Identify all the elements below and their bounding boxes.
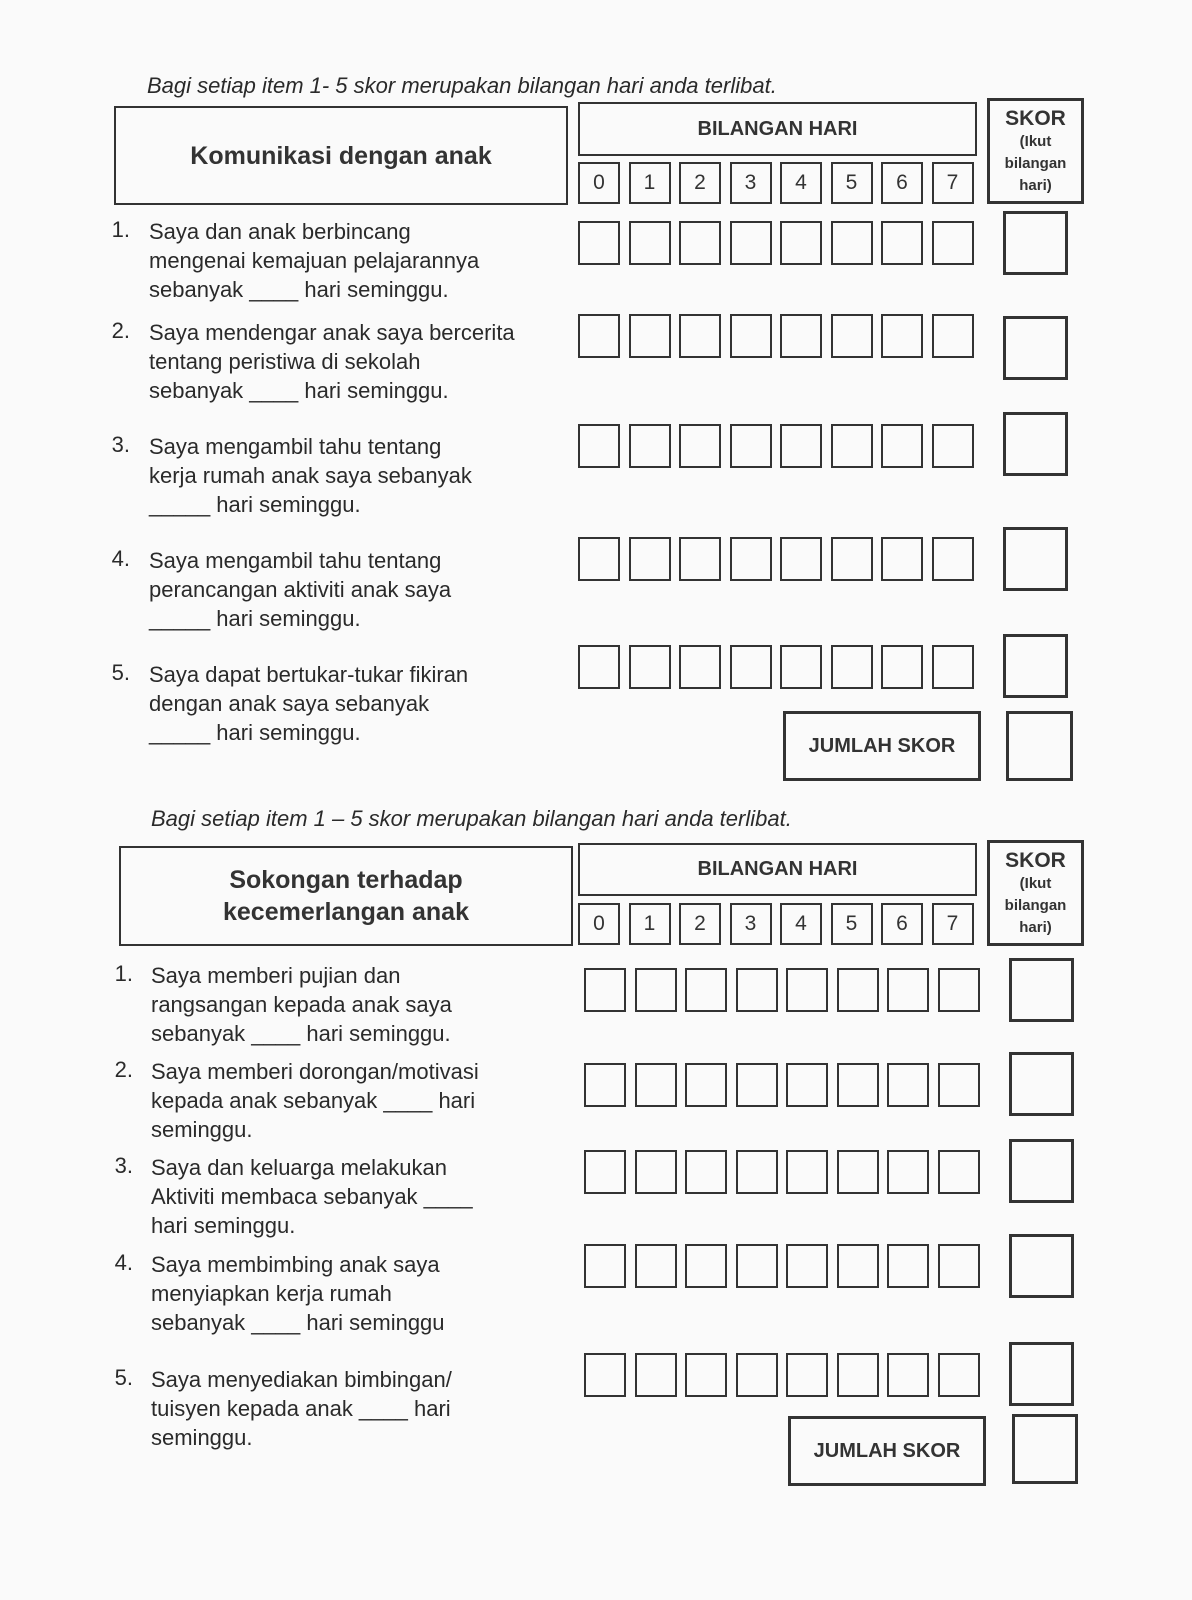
jumlah-skor-label: JUMLAH SKOR bbox=[783, 711, 981, 781]
day-checkbox-5[interactable] bbox=[837, 1244, 879, 1288]
day-checkbox-1[interactable] bbox=[635, 1063, 677, 1107]
item-question-line: kerja rumah anak saya sebanyak bbox=[149, 463, 472, 488]
day-header-1: 1 bbox=[629, 162, 671, 204]
day-checkbox-1[interactable] bbox=[635, 1150, 677, 1194]
section-title-line: Sokongan terhadap bbox=[229, 866, 463, 894]
section-title-line: Komunikasi dengan anak bbox=[190, 141, 492, 170]
day-header-3: 3 bbox=[730, 162, 772, 204]
item-question-line: tentang peristiwa di sekolah bbox=[149, 349, 421, 374]
day-checkbox-4[interactable] bbox=[780, 221, 822, 265]
day-header-4: 4 bbox=[780, 162, 822, 204]
day-checkbox-6[interactable] bbox=[881, 424, 923, 468]
item-question-text bbox=[151, 1365, 452, 1452]
day-header-5: 5 bbox=[831, 903, 873, 945]
day-checkbox-5[interactable] bbox=[831, 314, 873, 358]
day-checkbox-4[interactable] bbox=[780, 424, 822, 468]
day-checkbox-7[interactable] bbox=[938, 1244, 980, 1288]
section-title-box bbox=[119, 846, 573, 946]
skor-input-box[interactable] bbox=[1003, 211, 1068, 275]
item-question-line: sebanyak ____ hari seminggu. bbox=[151, 1021, 451, 1046]
day-header-0: 0 bbox=[578, 162, 620, 204]
day-checkbox-3[interactable] bbox=[736, 1063, 778, 1107]
day-checkbox-3[interactable] bbox=[730, 221, 772, 265]
item-question-line: Saya memberi pujian dan bbox=[151, 963, 401, 988]
item-question-line: dengan anak saya sebanyak bbox=[149, 691, 430, 716]
day-checkbox-0[interactable] bbox=[584, 1353, 626, 1397]
item-question-line: Saya membimbing anak saya bbox=[151, 1252, 440, 1277]
item-question-line: tuisyen kepada anak ____ hari bbox=[151, 1396, 451, 1421]
skor-subtitle-line: (Ikut bbox=[1019, 875, 1052, 892]
item-question-text bbox=[151, 1057, 479, 1144]
day-checkbox-3[interactable] bbox=[736, 1244, 778, 1288]
day-checkbox-6[interactable] bbox=[881, 537, 923, 581]
item-number: 5. bbox=[111, 660, 130, 685]
day-checkbox-2[interactable] bbox=[679, 645, 721, 689]
skor-subtitle-line: bilangan bbox=[1004, 155, 1067, 172]
item-question-line: kepada anak sebanyak ____ hari bbox=[151, 1088, 476, 1113]
item-question-line: menyiapkan kerja rumah bbox=[151, 1281, 392, 1306]
skor-subtitle-line: hari) bbox=[1019, 919, 1052, 936]
item-question-line: perancangan aktiviti anak saya bbox=[149, 577, 452, 602]
skor-header bbox=[987, 98, 1084, 204]
item-number: 3. bbox=[114, 1153, 133, 1178]
day-checkbox-2[interactable] bbox=[685, 1353, 727, 1397]
day-checkbox-4[interactable] bbox=[780, 645, 822, 689]
day-checkbox-6[interactable] bbox=[881, 645, 923, 689]
day-header-5: 5 bbox=[831, 162, 873, 204]
item-question-text bbox=[149, 660, 468, 747]
day-checkbox-5[interactable] bbox=[837, 1063, 879, 1107]
day-checkbox-7[interactable] bbox=[932, 424, 974, 468]
skor-input-box[interactable] bbox=[1009, 1139, 1074, 1203]
item-question-line: Saya mendengar anak saya bercerita bbox=[149, 320, 515, 345]
day-header-7: 7 bbox=[932, 903, 974, 945]
day-checkbox-6[interactable] bbox=[887, 968, 929, 1012]
item-question-text bbox=[151, 1250, 445, 1337]
day-checkbox-5[interactable] bbox=[837, 968, 879, 1012]
item-number: 1. bbox=[114, 961, 133, 986]
day-checkbox-6[interactable] bbox=[887, 1150, 929, 1194]
day-checkbox-4[interactable] bbox=[780, 537, 822, 581]
instruction-text: Bagi setiap item 1- 5 skor merupakan bilangan hari anda terlibat. bbox=[147, 73, 777, 98]
day-checkbox-2[interactable] bbox=[679, 314, 721, 358]
item-question-line: Saya mengambil tahu tentang bbox=[149, 434, 442, 459]
day-checkbox-3[interactable] bbox=[730, 314, 772, 358]
item-question-text bbox=[149, 318, 515, 405]
item-question-line: sebanyak ____ hari seminggu. bbox=[149, 277, 449, 302]
day-checkbox-6[interactable] bbox=[887, 1063, 929, 1107]
item-question-line: mengenai kemajuan pelajarannya bbox=[149, 248, 480, 273]
day-header-3: 3 bbox=[730, 903, 772, 945]
skor-input-box[interactable] bbox=[1003, 316, 1068, 380]
item-number: 2. bbox=[111, 318, 130, 343]
day-checkbox-5[interactable] bbox=[831, 537, 873, 581]
day-checkbox-2[interactable] bbox=[685, 968, 727, 1012]
day-header-1: 1 bbox=[629, 903, 671, 945]
skor-title: SKOR bbox=[1005, 107, 1066, 130]
day-checkbox-3[interactable] bbox=[730, 424, 772, 468]
item-number: 4. bbox=[111, 546, 130, 571]
section-title-line: kecemerlangan anak bbox=[223, 898, 469, 926]
day-checkbox-4[interactable] bbox=[786, 1150, 828, 1194]
day-checkbox-5[interactable] bbox=[837, 1150, 879, 1194]
item-number: 4. bbox=[114, 1250, 133, 1275]
day-checkbox-4[interactable] bbox=[786, 968, 828, 1012]
item-question-text bbox=[151, 961, 452, 1048]
section-title-box bbox=[114, 106, 568, 205]
day-checkbox-2[interactable] bbox=[679, 221, 721, 265]
day-checkbox-3[interactable] bbox=[736, 1150, 778, 1194]
item-question-text bbox=[149, 546, 451, 633]
item-question-line: _____ hari seminggu. bbox=[149, 492, 361, 517]
day-checkbox-1[interactable] bbox=[629, 314, 671, 358]
day-header-0: 0 bbox=[578, 903, 620, 945]
day-checkbox-5[interactable] bbox=[831, 221, 873, 265]
item-question-line: Saya dan keluarga melakukan bbox=[151, 1155, 447, 1180]
day-checkbox-4[interactable] bbox=[786, 1353, 828, 1397]
day-checkbox-6[interactable] bbox=[887, 1353, 929, 1397]
item-question-line: Aktiviti membaca sebanyak ____ bbox=[151, 1184, 473, 1209]
skor-input-box[interactable] bbox=[1009, 1342, 1074, 1406]
day-checkbox-3[interactable] bbox=[736, 1353, 778, 1397]
day-checkbox-6[interactable] bbox=[881, 314, 923, 358]
skor-header bbox=[987, 840, 1084, 946]
day-header-6: 6 bbox=[881, 903, 923, 945]
item-question-line: seminggu. bbox=[151, 1117, 253, 1142]
skor-input-box[interactable] bbox=[1003, 412, 1068, 476]
day-checkbox-2[interactable] bbox=[685, 1063, 727, 1107]
day-checkbox-7[interactable] bbox=[932, 221, 974, 265]
day-checkbox-5[interactable] bbox=[837, 1353, 879, 1397]
item-question-line: Saya mengambil tahu tentang bbox=[149, 548, 442, 573]
day-checkbox-0[interactable] bbox=[578, 314, 620, 358]
day-checkbox-4[interactable] bbox=[786, 1244, 828, 1288]
day-checkbox-0[interactable] bbox=[584, 1150, 626, 1194]
day-checkbox-4[interactable] bbox=[786, 1063, 828, 1107]
day-checkbox-7[interactable] bbox=[938, 968, 980, 1012]
skor-input-box[interactable] bbox=[1003, 527, 1068, 591]
item-question-line: rangsangan kepada anak saya bbox=[151, 992, 452, 1017]
day-checkbox-0[interactable] bbox=[578, 537, 620, 581]
day-checkbox-3[interactable] bbox=[730, 645, 772, 689]
day-checkbox-2[interactable] bbox=[679, 424, 721, 468]
day-checkbox-0[interactable] bbox=[584, 1063, 626, 1107]
day-header-6: 6 bbox=[881, 162, 923, 204]
item-number: 1. bbox=[111, 217, 130, 242]
item-question-line: Saya dan anak berbincang bbox=[149, 219, 411, 244]
skor-input-box[interactable] bbox=[1009, 1234, 1074, 1298]
item-number: 5. bbox=[114, 1365, 133, 1390]
item-question-line: _____ hari seminggu. bbox=[149, 720, 361, 745]
day-checkbox-7[interactable] bbox=[932, 314, 974, 358]
day-checkbox-1[interactable] bbox=[635, 1244, 677, 1288]
skor-input-box[interactable] bbox=[1003, 634, 1068, 698]
day-checkbox-5[interactable] bbox=[831, 424, 873, 468]
bilangan-hari-header: BILANGAN HARI bbox=[578, 843, 977, 896]
day-checkbox-1[interactable] bbox=[635, 1353, 677, 1397]
day-header-2: 2 bbox=[679, 903, 721, 945]
day-checkbox-7[interactable] bbox=[932, 645, 974, 689]
skor-subtitle-line: hari) bbox=[1019, 177, 1052, 194]
skor-title: SKOR bbox=[1005, 849, 1066, 872]
day-header-2: 2 bbox=[679, 162, 721, 204]
item-number: 3. bbox=[111, 432, 130, 457]
day-checkbox-4[interactable] bbox=[780, 314, 822, 358]
bilangan-hari-header: BILANGAN HARI bbox=[578, 102, 977, 156]
item-question-text bbox=[151, 1153, 473, 1240]
day-checkbox-1[interactable] bbox=[629, 645, 671, 689]
day-checkbox-0[interactable] bbox=[584, 1244, 626, 1288]
skor-subtitle-line: (Ikut bbox=[1019, 133, 1052, 150]
item-question-line: hari seminggu. bbox=[151, 1213, 296, 1238]
day-header-7: 7 bbox=[932, 162, 974, 204]
day-checkbox-1[interactable] bbox=[635, 968, 677, 1012]
item-question-line: Saya menyediakan bimbingan/ bbox=[151, 1367, 452, 1392]
day-checkbox-0[interactable] bbox=[578, 221, 620, 265]
skor-input-box[interactable] bbox=[1009, 958, 1074, 1022]
day-checkbox-7[interactable] bbox=[938, 1063, 980, 1107]
item-question-line: Saya memberi dorongan/motivasi bbox=[151, 1059, 479, 1084]
skor-subtitle-line: bilangan bbox=[1004, 897, 1067, 914]
day-checkbox-5[interactable] bbox=[831, 645, 873, 689]
item-question-line: seminggu. bbox=[151, 1425, 253, 1450]
day-checkbox-2[interactable] bbox=[685, 1150, 727, 1194]
day-checkbox-6[interactable] bbox=[887, 1244, 929, 1288]
item-question-line: Saya dapat bertukar-tukar fikiran bbox=[149, 662, 469, 687]
day-checkbox-7[interactable] bbox=[938, 1150, 980, 1194]
day-checkbox-7[interactable] bbox=[938, 1353, 980, 1397]
day-checkbox-0[interactable] bbox=[578, 424, 620, 468]
day-checkbox-0[interactable] bbox=[584, 968, 626, 1012]
day-checkbox-3[interactable] bbox=[736, 968, 778, 1012]
day-checkbox-1[interactable] bbox=[629, 537, 671, 581]
day-checkbox-1[interactable] bbox=[629, 424, 671, 468]
item-question-line: sebanyak ____ hari seminggu bbox=[151, 1310, 445, 1335]
day-checkbox-1[interactable] bbox=[629, 221, 671, 265]
day-checkbox-2[interactable] bbox=[679, 537, 721, 581]
jumlah-skor-input-box[interactable] bbox=[1012, 1414, 1078, 1484]
day-header-4: 4 bbox=[780, 903, 822, 945]
day-checkbox-0[interactable] bbox=[578, 645, 620, 689]
item-number: 2. bbox=[114, 1057, 133, 1082]
jumlah-skor-input-box[interactable] bbox=[1006, 711, 1073, 781]
item-question-text bbox=[149, 217, 479, 304]
day-checkbox-6[interactable] bbox=[881, 221, 923, 265]
skor-input-box[interactable] bbox=[1009, 1052, 1074, 1116]
day-checkbox-3[interactable] bbox=[730, 537, 772, 581]
instruction-text: Bagi setiap item 1 – 5 skor merupakan bilangan hari anda terlibat. bbox=[151, 806, 792, 831]
item-question-line: _____ hari seminggu. bbox=[149, 606, 361, 631]
day-checkbox-7[interactable] bbox=[932, 537, 974, 581]
jumlah-skor-label: JUMLAH SKOR bbox=[788, 1416, 986, 1486]
day-checkbox-2[interactable] bbox=[685, 1244, 727, 1288]
item-question-text bbox=[149, 432, 472, 519]
item-question-line: sebanyak ____ hari seminggu. bbox=[149, 378, 449, 403]
